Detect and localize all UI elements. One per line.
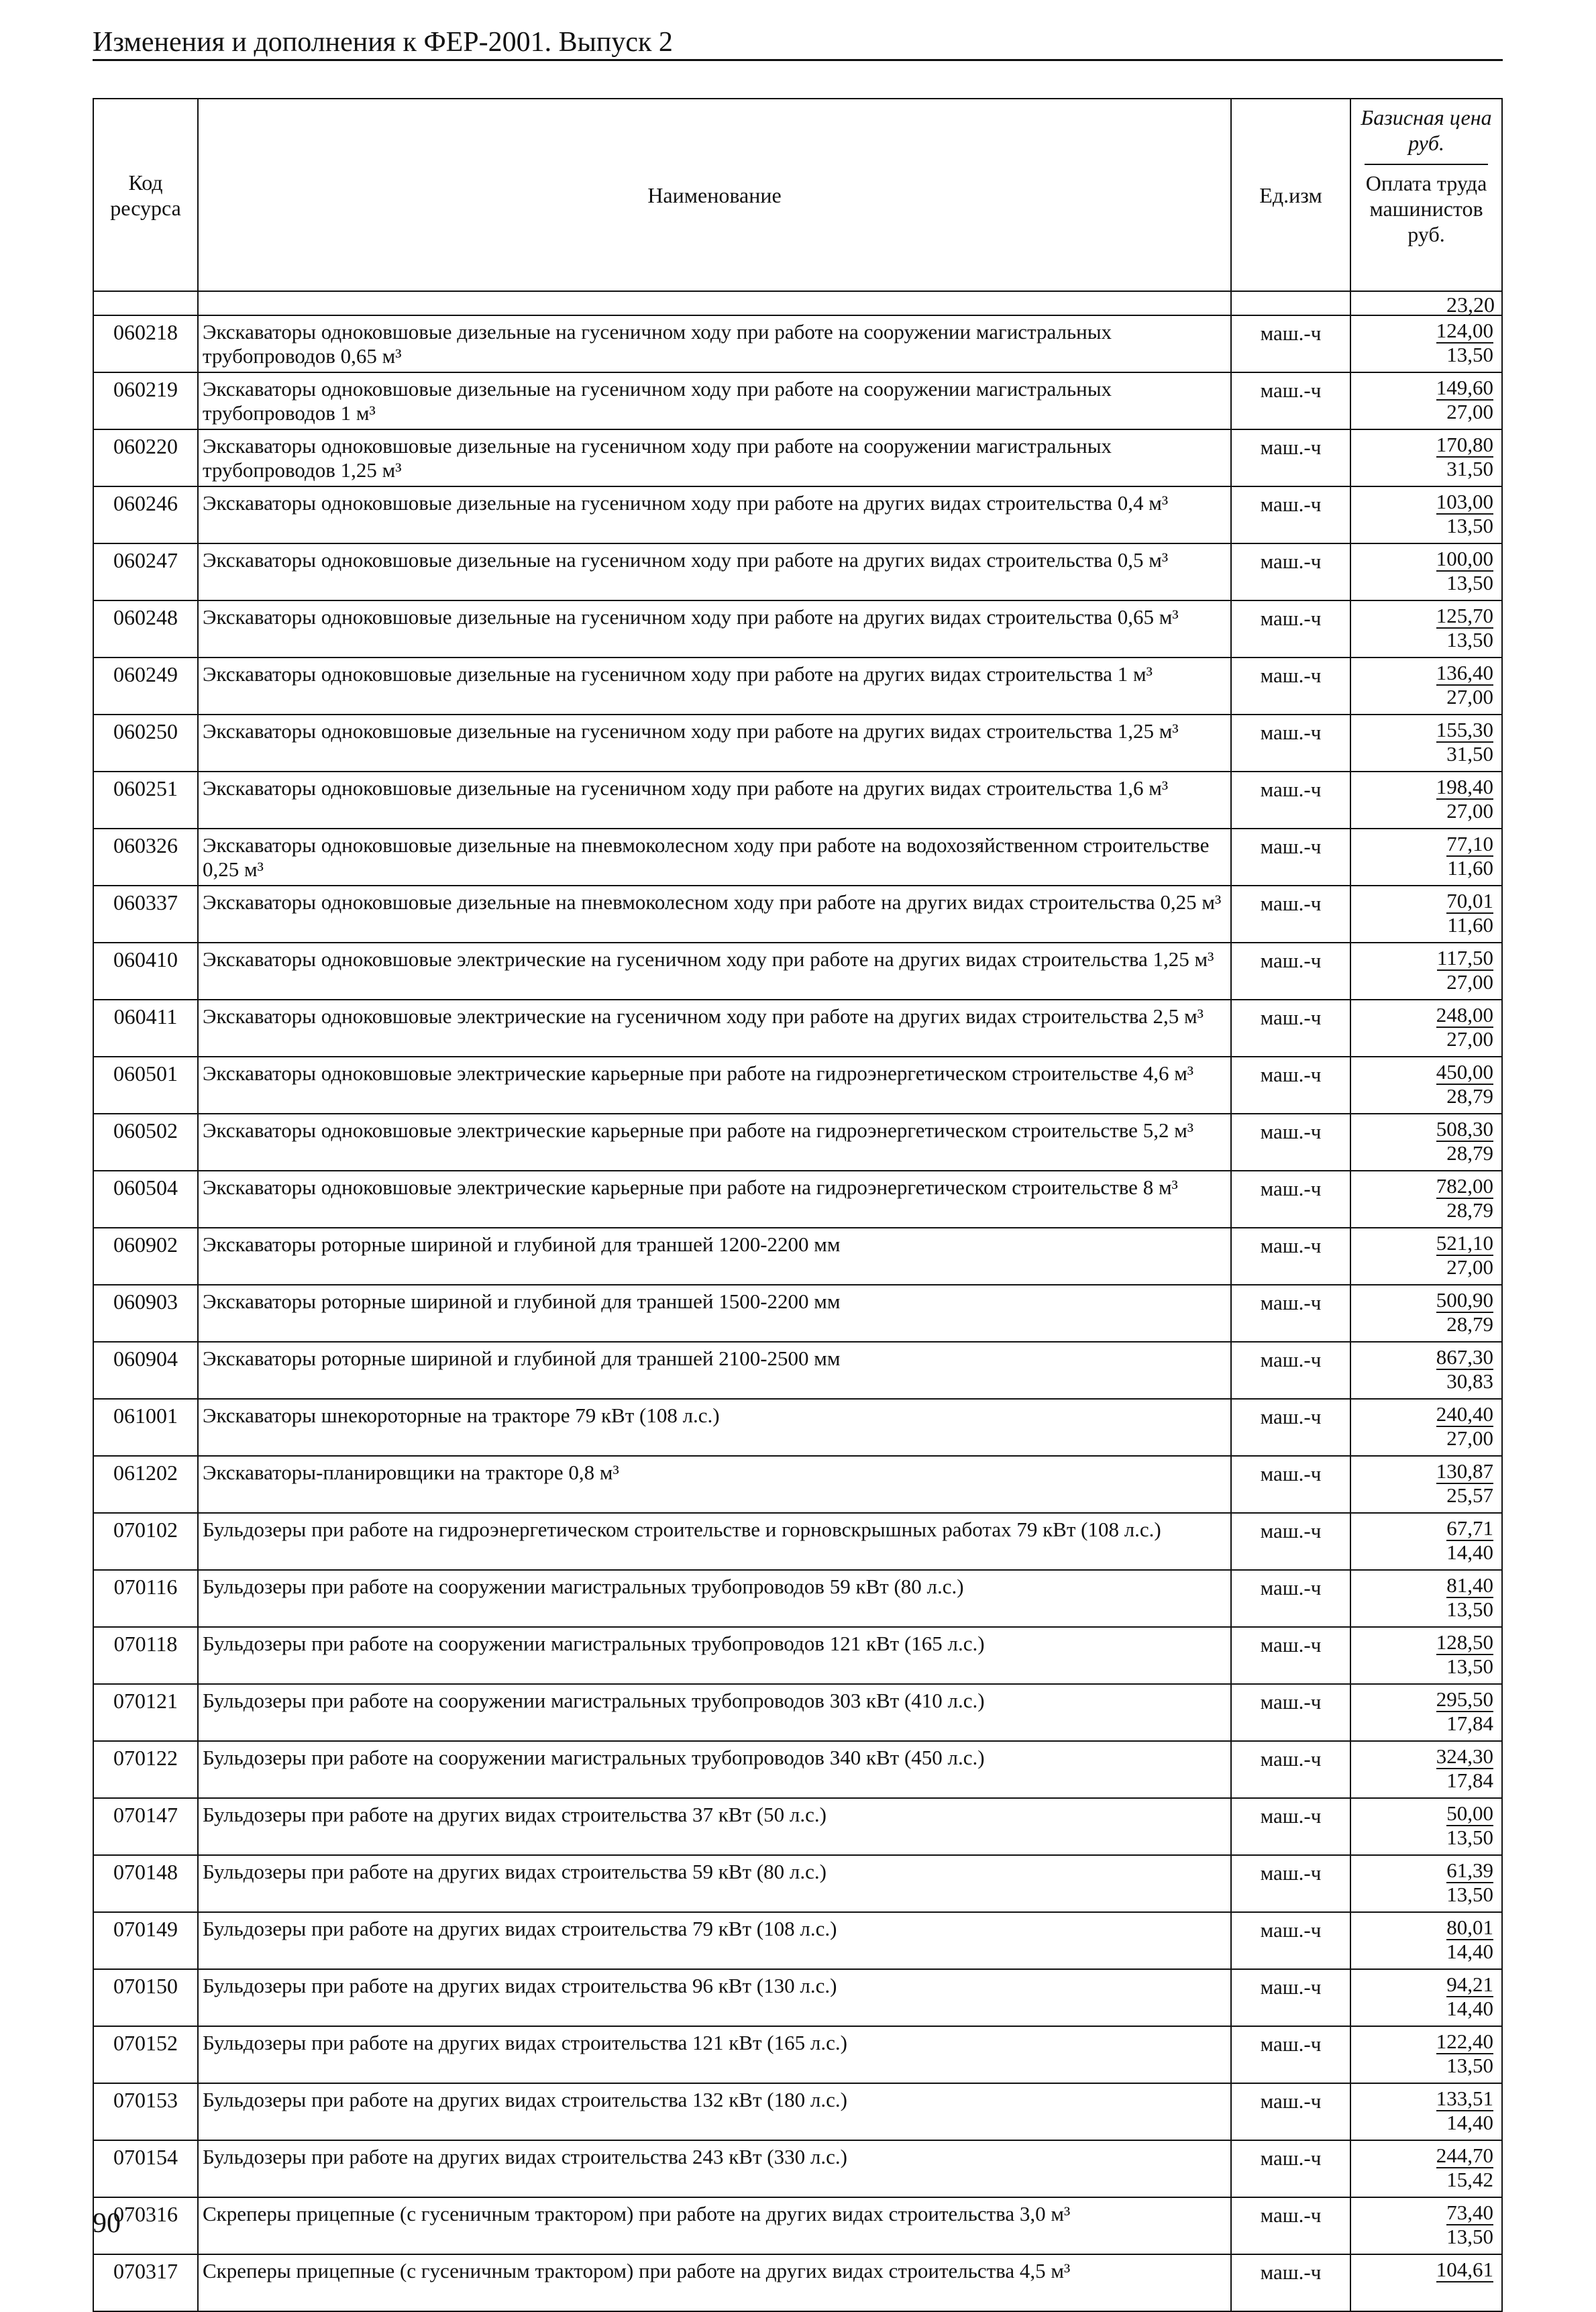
resource-name: Бульдозеры при работе на других видах строительства 96 кВт (130 л.с.) bbox=[198, 1969, 1231, 2026]
base-price: 155,30 bbox=[1436, 718, 1493, 741]
resource-name: Бульдозеры при работе на других видах строительства 132 кВт (180 л.с.) bbox=[198, 2083, 1231, 2140]
base-price: 77,10 bbox=[1446, 832, 1493, 855]
resource-name: Бульдозеры при работе на сооружении магистральных трубопроводов 121 кВт (165 л.с.) bbox=[198, 1627, 1231, 1684]
base-price: 81,40 bbox=[1446, 1573, 1493, 1597]
resource-unit: маш.-ч bbox=[1231, 1912, 1350, 1969]
resource-price-cell bbox=[1350, 886, 1502, 943]
base-price: 70,01 bbox=[1446, 889, 1493, 912]
base-price: 782,00 bbox=[1436, 1174, 1493, 1198]
header-unit: Ед.изм bbox=[1231, 99, 1350, 291]
table-row bbox=[93, 943, 1502, 1000]
labor-price: 27,00 bbox=[1446, 1027, 1493, 1051]
base-price: 508,30 bbox=[1436, 1117, 1493, 1141]
table-row bbox=[93, 600, 1502, 658]
labor-price: 13,50 bbox=[1446, 2054, 1493, 2077]
labor-price: 25,57 bbox=[1446, 1483, 1493, 1507]
base-price: 125,70 bbox=[1436, 604, 1493, 627]
base-price: 248,00 bbox=[1436, 1003, 1493, 1027]
resource-name: Экскаваторы одноковшовые дизельные на гусеничном ходу при работе на других видах строительства 1 м³ bbox=[198, 658, 1231, 715]
resource-name: Экскаваторы одноковшовые дизельные на пневмоколесном ходу при работе на других видах строительства 0,25 м³ bbox=[198, 886, 1231, 943]
resource-name: Экскаваторы роторные шириной и глубиной для траншей 1500-2200 мм bbox=[198, 1285, 1231, 1342]
base-price: 61,39 bbox=[1446, 1858, 1493, 1882]
base-price: 50,00 bbox=[1446, 1801, 1493, 1825]
resource-name: Экскаваторы одноковшовые дизельные на гусеничном ходу при работе на других видах строительства 0,4 м³ bbox=[198, 486, 1231, 543]
labor-price: 17,84 bbox=[1446, 1769, 1493, 1792]
labor-price: 13,50 bbox=[1446, 571, 1493, 594]
resource-name: Бульдозеры при работе на гидроэнергетическом строительстве и горновскрышных работах 79 кВт (108 л.с.) bbox=[198, 1513, 1231, 1570]
resource-name: Скреперы прицепные (с гусеничным трактором) при работе на других видах строительства 4,5 м³ bbox=[198, 2254, 1231, 2311]
resource-code: 070121 bbox=[93, 1684, 198, 1741]
resource-unit: маш.-ч bbox=[1231, 1342, 1350, 1399]
resource-code: 070102 bbox=[93, 1513, 198, 1570]
resource-table-container bbox=[93, 98, 1503, 2312]
labor-price: 27,00 bbox=[1446, 1426, 1493, 1450]
header-code: Код ресурса bbox=[93, 99, 198, 291]
resource-unit: маш.-ч bbox=[1231, 372, 1350, 429]
base-price: 128,50 bbox=[1436, 1630, 1493, 1654]
labor-price: 15,42 bbox=[1446, 2168, 1493, 2191]
labor-price: 27,00 bbox=[1446, 970, 1493, 994]
resource-code: 070116 bbox=[93, 1570, 198, 1627]
resource-code: 060410 bbox=[93, 943, 198, 1000]
resource-price-cell bbox=[1350, 2026, 1502, 2083]
resource-price-cell bbox=[1350, 1855, 1502, 1912]
resource-code: 060902 bbox=[93, 1228, 198, 1285]
resource-price-cell bbox=[1350, 543, 1502, 600]
table-row bbox=[93, 1798, 1502, 1855]
resource-unit: маш.-ч bbox=[1231, 429, 1350, 486]
resource-code: 070147 bbox=[93, 1798, 198, 1855]
resource-unit: маш.-ч bbox=[1231, 2026, 1350, 2083]
resource-price-cell bbox=[1350, 829, 1502, 886]
resource-unit: маш.-ч bbox=[1231, 1114, 1350, 1171]
resource-price-cell bbox=[1350, 1057, 1502, 1114]
resource-name: Экскаваторы одноковшовые дизельные на гусеничном ходу при работе на сооружении магистральных трубопроводов 0,65 м³ bbox=[198, 315, 1231, 372]
resource-price-cell bbox=[1350, 429, 1502, 486]
table-row bbox=[93, 543, 1502, 600]
page-number: 90 bbox=[93, 2208, 121, 2239]
resource-code: 070149 bbox=[93, 1912, 198, 1969]
first-value-row bbox=[93, 291, 1502, 315]
header-name: Наименование bbox=[198, 99, 1231, 291]
resource-code: 070316 bbox=[93, 2197, 198, 2254]
base-price: 130,87 bbox=[1436, 1459, 1493, 1483]
resource-unit: маш.-ч bbox=[1231, 2254, 1350, 2311]
resource-price-cell bbox=[1350, 486, 1502, 543]
page-header bbox=[93, 25, 1503, 61]
labor-price: 31,50 bbox=[1446, 457, 1493, 480]
resource-price-cell bbox=[1350, 315, 1502, 372]
table-row bbox=[93, 315, 1502, 372]
base-price: 104,61 bbox=[1436, 2258, 1493, 2281]
resource-unit: маш.-ч bbox=[1231, 1798, 1350, 1855]
table-row bbox=[93, 1285, 1502, 1342]
resource-code: 060218 bbox=[93, 315, 198, 372]
resource-unit: маш.-ч bbox=[1231, 829, 1350, 886]
resource-name: Экскаваторы одноковшовые дизельные на гусеничном ходу при работе на сооружении магистральных трубопроводов 1,25 м³ bbox=[198, 429, 1231, 486]
resource-price-cell bbox=[1350, 2083, 1502, 2140]
table-row bbox=[93, 1855, 1502, 1912]
resource-code: 060247 bbox=[93, 543, 198, 600]
resource-table bbox=[93, 98, 1503, 2312]
base-price: 500,90 bbox=[1436, 1288, 1493, 1312]
resource-price-cell bbox=[1350, 1684, 1502, 1741]
resource-unit: маш.-ч bbox=[1231, 2140, 1350, 2197]
resource-price-cell bbox=[1350, 1342, 1502, 1399]
resource-name: Бульдозеры при работе на сооружении магистральных трубопроводов 59 кВт (80 л.с.) bbox=[198, 1570, 1231, 1627]
labor-price: 13,50 bbox=[1446, 628, 1493, 651]
base-price: 240,40 bbox=[1436, 1402, 1493, 1426]
resource-name: Экскаваторы одноковшовые дизельные на гусеничном ходу при работе на сооружении магистральных трубопроводов 1 м³ bbox=[198, 372, 1231, 429]
table-row bbox=[93, 1513, 1502, 1570]
table-row bbox=[93, 2140, 1502, 2197]
resource-code: 060903 bbox=[93, 1285, 198, 1342]
labor-price: 28,79 bbox=[1446, 1084, 1493, 1108]
table-row bbox=[93, 1969, 1502, 2026]
resource-price-cell bbox=[1350, 715, 1502, 772]
base-price: 67,71 bbox=[1446, 1516, 1493, 1540]
header-title: Изменения и дополнения к ФЕР-2001. Выпуск 2 bbox=[93, 27, 673, 58]
resource-price-cell bbox=[1350, 1741, 1502, 1798]
base-price: 244,70 bbox=[1436, 2144, 1493, 2167]
table-row bbox=[93, 658, 1502, 715]
resource-code: 060249 bbox=[93, 658, 198, 715]
resource-name: Экскаваторы одноковшовые дизельные на пневмоколесном ходу при работе на водохозяйственном строительстве 0,25 м³ bbox=[198, 829, 1231, 886]
labor-price: 13,50 bbox=[1446, 1826, 1493, 1849]
labor-price: 30,83 bbox=[1446, 1369, 1493, 1393]
table-row bbox=[93, 1399, 1502, 1456]
resource-unit: маш.-ч bbox=[1231, 543, 1350, 600]
resource-name: Бульдозеры при работе на сооружении магистральных трубопроводов 340 кВт (450 л.с.) bbox=[198, 1741, 1231, 1798]
resource-price-cell bbox=[1350, 1627, 1502, 1684]
resource-price-cell bbox=[1350, 1399, 1502, 1456]
resource-unit: маш.-ч bbox=[1231, 943, 1350, 1000]
resource-code: 060326 bbox=[93, 829, 198, 886]
labor-price: 31,50 bbox=[1446, 742, 1493, 766]
resource-code: 060904 bbox=[93, 1342, 198, 1399]
table-row bbox=[93, 2083, 1502, 2140]
resource-name: Экскаваторы одноковшовые электрические карьерные при работе на гидроэнергетическом строительстве 5,2 м³ bbox=[198, 1114, 1231, 1171]
table-row bbox=[93, 1114, 1502, 1171]
resource-name: Экскаваторы одноковшовые электрические на гусеничном ходу при работе на других видах строительства 1,25 м³ bbox=[198, 943, 1231, 1000]
resource-name: Экскаваторы одноковшовые дизельные на гусеничном ходу при работе на других видах строительства 0,65 м³ bbox=[198, 600, 1231, 658]
resource-unit: маш.-ч bbox=[1231, 1171, 1350, 1228]
resource-code: 060248 bbox=[93, 600, 198, 658]
header-price-divider bbox=[1365, 164, 1488, 165]
resource-price-cell bbox=[1350, 1114, 1502, 1171]
resource-price-cell bbox=[1350, 943, 1502, 1000]
resource-name: Экскаваторы одноковшовые электрические на гусеничном ходу при работе на других видах строительства 2,5 м³ bbox=[198, 1000, 1231, 1057]
resource-price-cell bbox=[1350, 1798, 1502, 1855]
resource-unit: маш.-ч bbox=[1231, 658, 1350, 715]
resource-name: Экскаваторы одноковшовые электрические карьерные при работе на гидроэнергетическом строительстве 4,6 м³ bbox=[198, 1057, 1231, 1114]
labor-price: 13,50 bbox=[1446, 514, 1493, 537]
resource-unit: маш.-ч bbox=[1231, 600, 1350, 658]
base-price: 133,51 bbox=[1436, 2087, 1493, 2110]
resource-name: Экскаваторы одноковшовые дизельные на гусеничном ходу при работе на других видах строительства 1,6 м³ bbox=[198, 772, 1231, 829]
labor-price: 11,60 bbox=[1447, 913, 1493, 937]
resource-unit: маш.-ч bbox=[1231, 2083, 1350, 2140]
resource-code: 061001 bbox=[93, 1399, 198, 1456]
labor-price: 27,00 bbox=[1446, 1255, 1493, 1279]
table-row bbox=[93, 1057, 1502, 1114]
base-price: 324,30 bbox=[1436, 1744, 1493, 1768]
resource-code: 070122 bbox=[93, 1741, 198, 1798]
resource-name: Бульдозеры при работе на других видах строительства 243 кВт (330 л.с.) bbox=[198, 2140, 1231, 2197]
labor-price: 28,79 bbox=[1446, 1141, 1493, 1165]
labor-price: 14,40 bbox=[1446, 1997, 1493, 2020]
resource-code: 060501 bbox=[93, 1057, 198, 1114]
table-row bbox=[93, 1000, 1502, 1057]
resource-code: 060337 bbox=[93, 886, 198, 943]
labor-price: 28,79 bbox=[1446, 1198, 1493, 1222]
table-row bbox=[93, 486, 1502, 543]
labor-price: 13,50 bbox=[1446, 1883, 1493, 1906]
base-price: 117,50 bbox=[1436, 946, 1493, 969]
labor-price: 17,84 bbox=[1446, 1712, 1493, 1735]
labor-price: 13,50 bbox=[1446, 343, 1493, 366]
resource-unit: маш.-ч bbox=[1231, 1399, 1350, 1456]
table-row bbox=[93, 429, 1502, 486]
header-price bbox=[1350, 99, 1502, 291]
resource-price-cell bbox=[1350, 372, 1502, 429]
base-price: 170,80 bbox=[1436, 433, 1493, 456]
resource-code: 060504 bbox=[93, 1171, 198, 1228]
resource-code: 070148 bbox=[93, 1855, 198, 1912]
resource-unit: маш.-ч bbox=[1231, 1513, 1350, 1570]
base-price: 73,40 bbox=[1446, 2201, 1493, 2224]
labor-price: 27,00 bbox=[1446, 685, 1493, 708]
labor-price: 27,00 bbox=[1446, 400, 1493, 423]
resource-price-cell bbox=[1350, 1171, 1502, 1228]
resource-price-cell bbox=[1350, 658, 1502, 715]
header-price-pay: Оплата труда машинистов руб. bbox=[1365, 171, 1487, 246]
resource-unit: маш.-ч bbox=[1231, 1057, 1350, 1114]
labor-price: 28,79 bbox=[1446, 1312, 1493, 1336]
table-row bbox=[93, 886, 1502, 943]
table-row bbox=[93, 2026, 1502, 2083]
resource-unit: маш.-ч bbox=[1231, 1456, 1350, 1513]
resource-name: Бульдозеры при работе на других видах строительства 121 кВт (165 л.с.) bbox=[198, 2026, 1231, 2083]
header-price-base: Базисная цена руб. bbox=[1361, 105, 1492, 155]
resource-name: Скреперы прицепные (с гусеничным трактором) при работе на других видах строительства 3,0 м³ bbox=[198, 2197, 1231, 2254]
table-row bbox=[93, 715, 1502, 772]
resource-code: 070153 bbox=[93, 2083, 198, 2140]
table-row bbox=[93, 1342, 1502, 1399]
resource-name: Экскаваторы шнекороторные на тракторе 79 кВт (108 л.с.) bbox=[198, 1399, 1231, 1456]
resource-unit: маш.-ч bbox=[1231, 715, 1350, 772]
table-row bbox=[93, 1741, 1502, 1798]
resource-code: 070317 bbox=[93, 2254, 198, 2311]
resource-code: 060250 bbox=[93, 715, 198, 772]
resource-price-cell bbox=[1350, 2140, 1502, 2197]
labor-price: 13,50 bbox=[1446, 2225, 1493, 2248]
base-price: 295,50 bbox=[1436, 1687, 1493, 1711]
resource-code: 060246 bbox=[93, 486, 198, 543]
resource-name: Экскаваторы одноковшовые электрические карьерные при работе на гидроэнергетическом строительстве 8 м³ bbox=[198, 1171, 1231, 1228]
base-price: 867,30 bbox=[1436, 1345, 1493, 1369]
resource-price-cell bbox=[1350, 1570, 1502, 1627]
resource-price-cell bbox=[1350, 1285, 1502, 1342]
resource-unit: маш.-ч bbox=[1231, 486, 1350, 543]
resource-code: 060219 bbox=[93, 372, 198, 429]
labor-price: 14,40 bbox=[1446, 1540, 1493, 1564]
resource-code: 060502 bbox=[93, 1114, 198, 1171]
resource-name: Бульдозеры при работе на других видах строительства 59 кВт (80 л.с.) bbox=[198, 1855, 1231, 1912]
base-price: 124,00 bbox=[1436, 319, 1493, 342]
base-price: 122,40 bbox=[1436, 2030, 1493, 2053]
resource-code: 070154 bbox=[93, 2140, 198, 2197]
resource-price-cell bbox=[1350, 1456, 1502, 1513]
first-value: 23,20 bbox=[1350, 291, 1502, 315]
table-row bbox=[93, 1627, 1502, 1684]
resource-unit: маш.-ч bbox=[1231, 315, 1350, 372]
resource-unit: маш.-ч bbox=[1231, 1855, 1350, 1912]
resource-unit: маш.-ч bbox=[1231, 1570, 1350, 1627]
base-price: 450,00 bbox=[1436, 1060, 1493, 1084]
base-price: 100,00 bbox=[1436, 547, 1493, 570]
resource-unit: маш.-ч bbox=[1231, 1969, 1350, 2026]
table-row bbox=[93, 1228, 1502, 1285]
resource-price-cell bbox=[1350, 1000, 1502, 1057]
table-row bbox=[93, 1456, 1502, 1513]
resource-price-cell bbox=[1350, 2254, 1502, 2311]
base-price: 80,01 bbox=[1446, 1915, 1493, 1939]
base-price: 94,21 bbox=[1446, 1973, 1493, 1996]
resource-name: Бульдозеры при работе на других видах строительства 79 кВт (108 л.с.) bbox=[198, 1912, 1231, 1969]
resource-code: 070118 bbox=[93, 1627, 198, 1684]
resource-price-cell bbox=[1350, 600, 1502, 658]
resource-price-cell bbox=[1350, 2197, 1502, 2254]
resource-name: Экскаваторы-планировщики на тракторе 0,8 м³ bbox=[198, 1456, 1231, 1513]
resource-price-cell bbox=[1350, 772, 1502, 829]
resource-name: Бульдозеры при работе на других видах строительства 37 кВт (50 л.с.) bbox=[198, 1798, 1231, 1855]
resource-unit: маш.-ч bbox=[1231, 1684, 1350, 1741]
labor-price: 13,50 bbox=[1446, 1597, 1493, 1621]
resource-name: Экскаваторы роторные шириной и глубиной для траншей 2100-2500 мм bbox=[198, 1342, 1231, 1399]
resource-price-cell bbox=[1350, 1912, 1502, 1969]
table-row bbox=[93, 1684, 1502, 1741]
table-row bbox=[93, 2254, 1502, 2311]
table-row bbox=[93, 829, 1502, 886]
resource-code: 060411 bbox=[93, 1000, 198, 1057]
resource-unit: маш.-ч bbox=[1231, 1741, 1350, 1798]
resource-unit: маш.-ч bbox=[1231, 2197, 1350, 2254]
resource-price-cell bbox=[1350, 1228, 1502, 1285]
resource-price-cell bbox=[1350, 1969, 1502, 2026]
labor-price: 14,40 bbox=[1446, 2111, 1493, 2134]
resource-name: Экскаваторы одноковшовые дизельные на гусеничном ходу при работе на других видах строительства 1,25 м³ bbox=[198, 715, 1231, 772]
resource-price-cell bbox=[1350, 1513, 1502, 1570]
labor-price: 13,50 bbox=[1446, 1654, 1493, 1678]
resource-code: 070150 bbox=[93, 1969, 198, 2026]
resource-unit: маш.-ч bbox=[1231, 772, 1350, 829]
resource-name: Экскаваторы одноковшовые дизельные на гусеничном ходу при работе на других видах строительства 0,5 м³ bbox=[198, 543, 1231, 600]
table-header-row bbox=[93, 99, 1502, 291]
base-price: 521,10 bbox=[1436, 1231, 1493, 1255]
resource-unit: маш.-ч bbox=[1231, 1627, 1350, 1684]
labor-price: 14,40 bbox=[1446, 1940, 1493, 1963]
resource-name: Бульдозеры при работе на сооружении магистральных трубопроводов 303 кВт (410 л.с.) bbox=[198, 1684, 1231, 1741]
table-row bbox=[93, 772, 1502, 829]
resource-code: 060251 bbox=[93, 772, 198, 829]
resource-unit: маш.-ч bbox=[1231, 1228, 1350, 1285]
base-price: 198,40 bbox=[1436, 775, 1493, 798]
base-price: 149,60 bbox=[1436, 376, 1493, 399]
table-body bbox=[93, 291, 1502, 2311]
table-row bbox=[93, 372, 1502, 429]
table-row bbox=[93, 2197, 1502, 2254]
base-price: 136,40 bbox=[1436, 661, 1493, 684]
resource-name: Экскаваторы роторные шириной и глубиной для траншей 1200-2200 мм bbox=[198, 1228, 1231, 1285]
resource-unit: маш.-ч bbox=[1231, 886, 1350, 943]
table-row bbox=[93, 1912, 1502, 1969]
labor-price: 11,60 bbox=[1447, 856, 1493, 880]
resource-code: 060220 bbox=[93, 429, 198, 486]
resource-code: 061202 bbox=[93, 1456, 198, 1513]
labor-price: 27,00 bbox=[1446, 799, 1493, 823]
resource-code: 070152 bbox=[93, 2026, 198, 2083]
table-row bbox=[93, 1570, 1502, 1627]
resource-unit: маш.-ч bbox=[1231, 1000, 1350, 1057]
base-price: 103,00 bbox=[1436, 490, 1493, 513]
resource-unit: маш.-ч bbox=[1231, 1285, 1350, 1342]
table-row bbox=[93, 1171, 1502, 1228]
